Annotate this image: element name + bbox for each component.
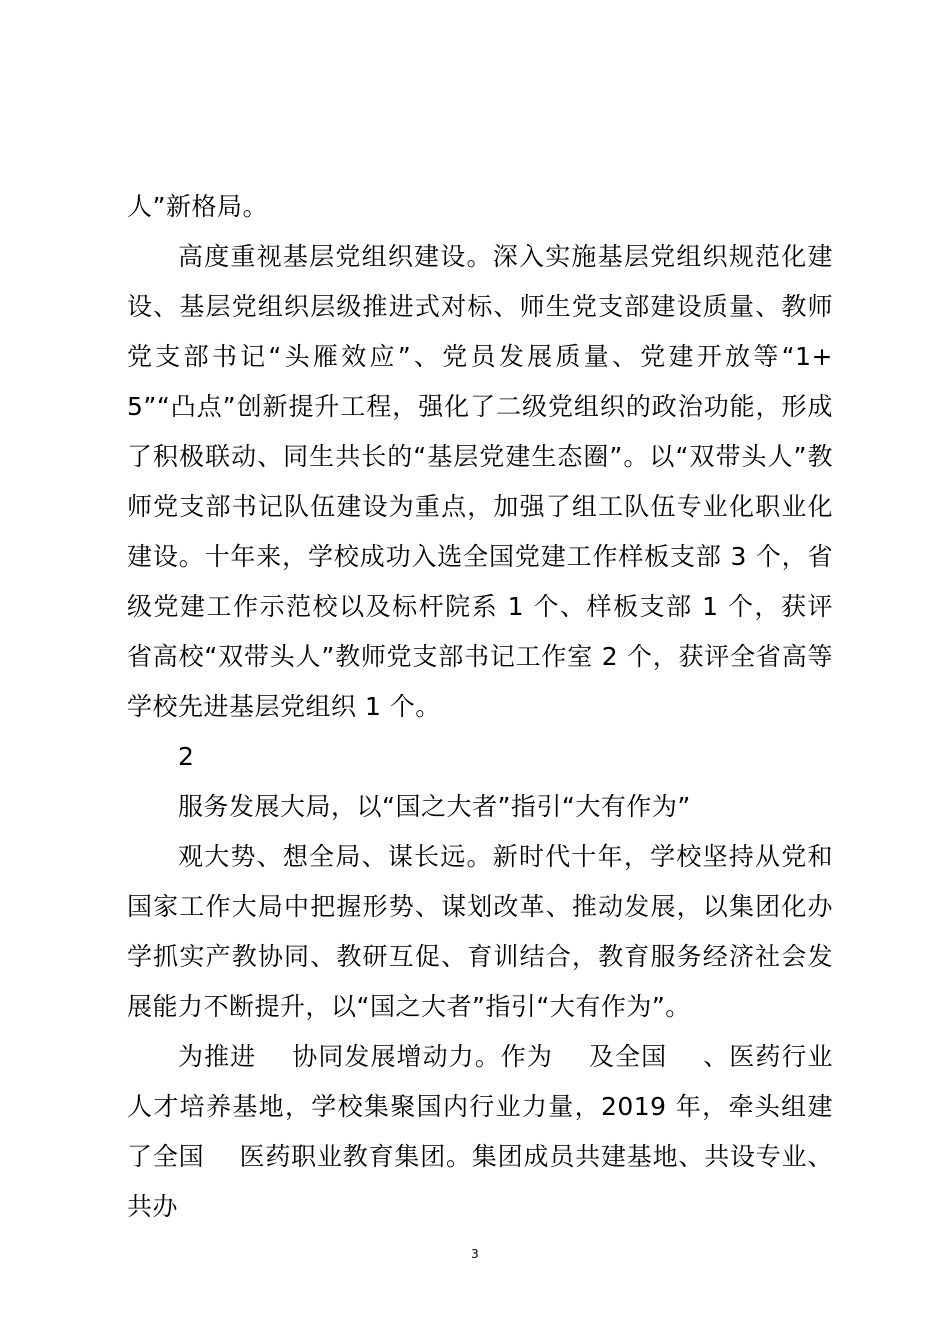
paragraph-coordinated-development: 为推进 协同发展增动力。作为 及全国 、医药行业人才培养基地，学校集聚国内行业力量，2019 年，牵头组建了全国 医药职业教育集团。集团成员共建基地、共设专业、共办 [127, 1042, 833, 1221]
paragraph-continuation: 人”新格局。 [127, 192, 268, 221]
document-body [127, 182, 867, 1232]
paragraph-party-building: 高度重视基层党组织建设。深入实施基层党组织规范化建设、基层党组织层级推进式对标、师生党支部建设质量、教师党支部书记“头雁效应”、党员发展质量、党建开放等“1+5”“凸点”创新提升工程，强化了二级党组织的政治功能，形成了积极联动、同生共长的“基层党建生态圈”。以“双带头人”教师党支部书记队伍建设为重点，加强了组工队伍专业化职业化建设。十年来，学校成功入选全国党建工作样板支部 3 个，省级党建工作示范校以及标杆院系 1 个、样板支部 1 个，获评 省高校“双带头人”教师党支部书记工作室 2 个，获评全省高等学校先进基层党组织 1 个。 [127, 242, 867, 721]
section-number: 2 [178, 742, 195, 771]
section-heading: 服务发展大局，以“国之大者”指引“大有作为” [178, 792, 691, 821]
page-number: 3 [471, 1247, 479, 1261]
paragraph-overall-situation: 观大势、想全局、谋长远。新时代十年，学校坚持从党和国家工作大局中把握形势、谋划改革、推动发展，以集团化办学抓实产教协同、教研互促、育训结合，教育服务经济社会发展能力不断提升，以“国之大者”指引“大有作为”。 [127, 842, 833, 1021]
